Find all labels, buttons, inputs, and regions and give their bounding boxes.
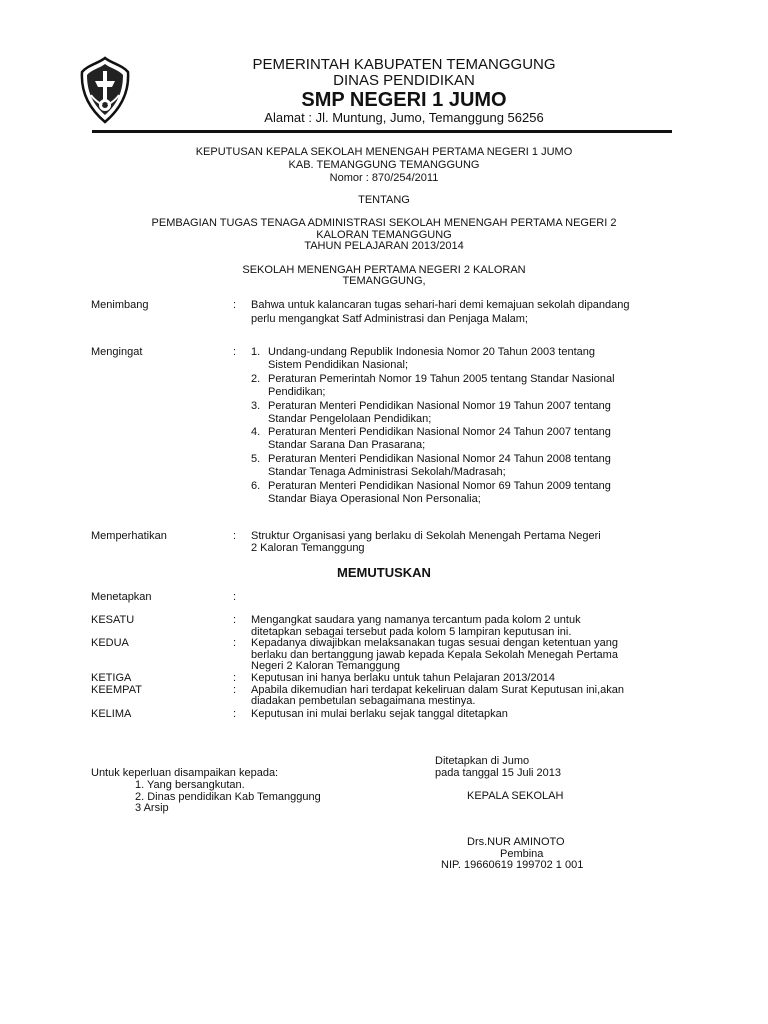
mengingat-item: Peraturan Menteri Pendidikan Nasional Nomor 24 Tahun 2008 tentang — [268, 453, 611, 465]
letterhead-school: SMP NEGERI 1 JUMO — [301, 89, 507, 111]
mengingat-item-line2: Standar Pengelolaan Pendidikan; — [268, 413, 432, 425]
mengingat-item-number: 4. — [251, 426, 261, 438]
clause-kedua-colon: : — [233, 637, 237, 649]
letterhead-rule — [92, 130, 672, 133]
clause-kesatu-colon: : — [233, 614, 237, 626]
letterhead-address: Alamat : Jl. Muntung, Jumo, Temanggung 56256 — [264, 110, 544, 125]
signature-nip: NIP. 19660619 199702 1 001 — [441, 859, 584, 871]
mengingat-item-line2: Standar Biaya Operasional Non Personalia; — [268, 493, 481, 505]
clause-kedua-text-line2: berlaku dan bertanggung jawab kepada Kepala Sekolah Menegah Pertama — [251, 649, 618, 661]
signature-place: Ditetapkan di Jumo — [435, 755, 530, 767]
mengingat-item-line2: Sistem Pendidikan Nasional; — [268, 359, 409, 371]
decision-heading: MEMUTUSKAN — [337, 565, 431, 580]
mengingat-item-number: 1. — [251, 346, 261, 358]
menimbang-colon: : — [233, 299, 237, 311]
signature-position: KEPALA SEKOLAH — [467, 790, 564, 802]
menetapkan-label: Menetapkan — [91, 591, 152, 603]
clause-kedua-text-line3: Negeri 2 Kaloran Temanggung — [251, 660, 401, 672]
clause-keempat-text-line2: diadakan pembetulan sebagaimana mestinya. — [251, 695, 476, 707]
decree-issuer-line2: TEMANGGUNG, — [342, 275, 426, 287]
signature-rank: Pembina — [500, 848, 544, 860]
clause-kelima-colon: : — [233, 708, 237, 720]
signature-name: Drs.NUR AMINOTO — [467, 836, 565, 848]
clause-kelima-label: KELIMA — [91, 708, 132, 720]
menimbang-text: Bahwa untuk kalancaran tugas sehari-hari demi kemajuan sekolah dipandang — [251, 299, 630, 311]
mengingat-item: Undang-undang Republik Indonesia Nomor 20 Tahun 2003 tentang — [268, 346, 595, 358]
clause-ketiga-text: Keputusan ini hanya berlaku untuk tahun Pelajaran 2013/2014 — [251, 672, 555, 684]
signature-date: pada tanggal 15 Juli 2013 — [435, 767, 561, 779]
decree-subject-line2: KALORAN TEMANGGUNG — [316, 229, 452, 241]
decree-subject-year: TAHUN PELAJARAN 2013/2014 — [304, 240, 464, 252]
letterhead-department: DINAS PENDIDIKAN — [333, 72, 475, 89]
clause-ketiga-colon: : — [233, 672, 237, 684]
mengingat-item-line2: Standar Tenaga Administrasi Sekolah/Madrasah; — [268, 466, 506, 478]
mengingat-item: Peraturan Pemerintah Nomor 19 Tahun 2005 tentang Standar Nasional — [268, 373, 615, 385]
mengingat-item-line2: Pendidikan; — [268, 386, 326, 398]
clause-kedua-text: Kepadanya diwajibkan melaksanakan tugas sesuai dengan ketentuan yang — [251, 637, 618, 649]
decree-title: KEPUTUSAN KEPALA SEKOLAH MENENGAH PERTAMA NEGERI 1 JUMO — [195, 146, 573, 158]
decree-number: Nomor : 870/254/2011 — [329, 172, 439, 184]
distribution-item: 3 Arsip — [135, 802, 169, 814]
clause-kesatu-text: Mengangkat saudara yang namanya tercantum pada kolom 2 untuk — [251, 614, 581, 626]
decree-region: KAB. TEMANGGUNG TEMANGGUNG — [288, 159, 480, 171]
mengingat-item-number: 3. — [251, 400, 261, 412]
mengingat-item: Peraturan Menteri Pendidikan Nasional Nomor 19 Tahun 2007 tentang — [268, 400, 611, 412]
menimbang-label: Menimbang — [91, 299, 149, 311]
mengingat-label: Mengingat — [91, 346, 143, 358]
menimbang-text-line2: perlu mengangkat Satf Administrasi dan Penjaga Malam; — [251, 313, 528, 325]
memperhatikan-colon: : — [233, 530, 237, 542]
distribution-intro: Untuk keperluan disampaikan kepada: — [91, 767, 279, 779]
distribution-item: 1. Yang bersangkutan. — [135, 779, 245, 791]
clause-keempat-colon: : — [233, 684, 237, 696]
mengingat-item-line2: Standar Sarana Dan Prasarana; — [268, 439, 426, 451]
clause-kelima-text: Keputusan ini mulai berlaku sejak tanggal ditetapkan — [251, 708, 508, 720]
clause-ketiga-label: KETIGA — [91, 672, 132, 684]
clause-keempat-text: Apabila dikemudian hari terdapat kekeliruan dalam Surat Keputusan ini,akan — [251, 684, 625, 696]
clause-kesatu-text-line2: ditetapkan sebagai tersebut pada kolom 5 lampiran keputusan ini. — [251, 626, 572, 638]
mengingat-item-number: 6. — [251, 480, 261, 492]
letterhead-government: PEMERINTAH KABUPATEN TEMANGGUNG — [252, 56, 556, 73]
mengingat-item-number: 2. — [251, 373, 261, 385]
memperhatikan-text: Struktur Organisasi yang berlaku di Sekolah Menengah Pertama Negeri — [251, 530, 601, 542]
decree-about: TENTANG — [358, 194, 410, 206]
memperhatikan-label: Memperhatikan — [91, 530, 167, 542]
mengingat-item-number: 5. — [251, 453, 261, 465]
mengingat-colon: : — [233, 346, 237, 358]
mengingat-item: Peraturan Menteri Pendidikan Nasional Nomor 24 Tahun 2007 tentang — [268, 426, 611, 438]
memperhatikan-text-line2: 2 Kaloran Temanggung — [251, 542, 365, 554]
decree-issuer: SEKOLAH MENENGAH PERTAMA NEGERI 2 KALORAN — [242, 264, 526, 276]
clause-kedua-label: KEDUA — [91, 637, 129, 649]
clause-kesatu-label: KESATU — [91, 614, 135, 626]
distribution-item: 2. Dinas pendidikan Kab Temanggung — [135, 791, 321, 803]
clause-keempat-label: KEEMPAT — [91, 684, 142, 696]
menetapkan-colon: : — [233, 591, 237, 603]
mengingat-item: Peraturan Menteri Pendidikan Nasional Nomor 69 Tahun 2009 tentang — [268, 480, 611, 492]
decree-subject: PEMBAGIAN TUGAS TENAGA ADMINISTRASI SEKOLAH MENENGAH PERTAMA NEGERI 2 — [151, 217, 617, 229]
